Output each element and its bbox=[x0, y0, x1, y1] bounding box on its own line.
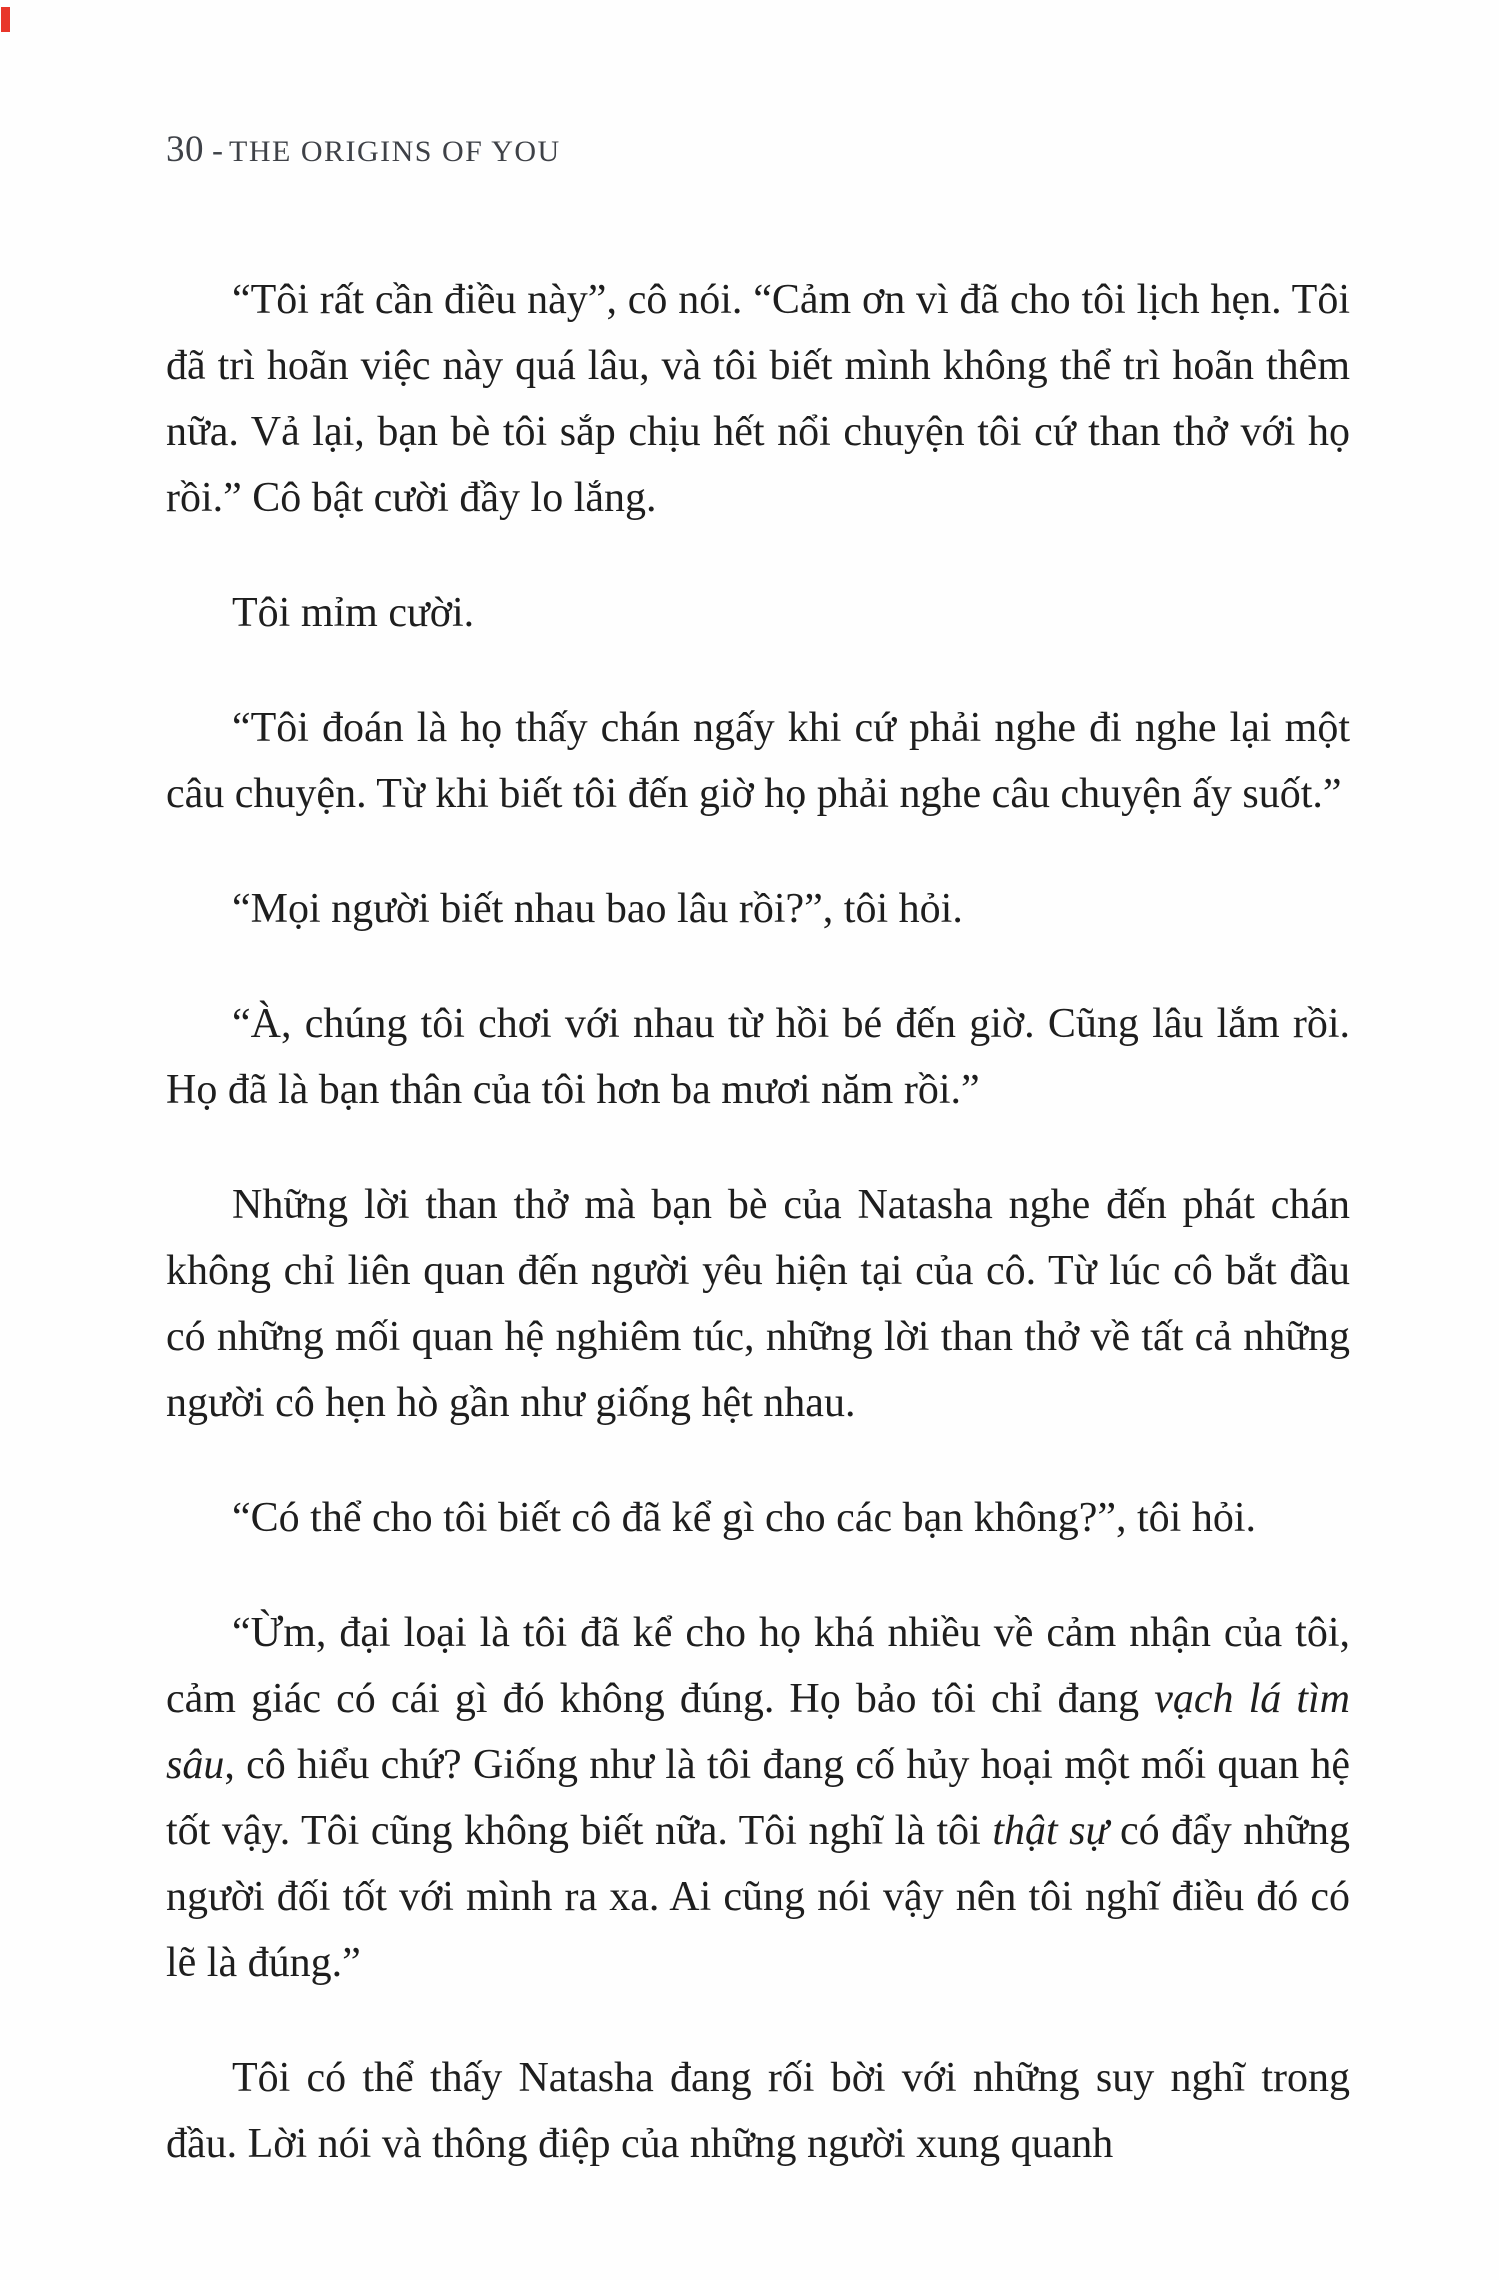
text-run: Tôi mỉm cười. bbox=[232, 590, 475, 636]
paragraph bbox=[166, 991, 1350, 1123]
paragraph bbox=[166, 2045, 1350, 2177]
text-run: Tôi có thể thấy Natasha đang rối bời với những suy nghĩ trong đầu. Lời nói và thông điệp của những người xung quanh bbox=[166, 2055, 1350, 2167]
text-run: “Mọi người biết nhau bao lâu rồi?”, tôi hỏi. bbox=[232, 886, 963, 932]
paragraph bbox=[166, 580, 1350, 646]
paragraph bbox=[166, 695, 1350, 827]
page-number: 30 bbox=[166, 129, 204, 170]
text-run: “Ừm, đại loại là tôi đã kể cho họ khá nhiều về cảm nhận của tôi, cảm giác có cái gì đó không đúng. Họ bảo tôi chỉ đang bbox=[166, 1610, 1350, 1722]
scan-artifact-red-mark bbox=[1, 7, 10, 32]
page-header bbox=[166, 128, 1350, 171]
paragraph bbox=[166, 1485, 1350, 1551]
text-run: , cô hiểu chứ? Giống như là tôi đang cố hủy hoại một mối quan hệ tốt vậy. Tôi cũng không biết nữa. Tôi nghĩ là tôi bbox=[166, 1742, 1350, 1854]
paragraph bbox=[166, 1172, 1350, 1436]
text-run: có đẩy những người đối tốt với mình ra xa. Ai cũng nói vậy nên tôi nghĩ điều đó có lẽ là đúng.” bbox=[166, 1808, 1351, 1986]
header-separator: - bbox=[212, 133, 223, 169]
paragraph bbox=[166, 876, 1350, 942]
italic-text-run: vạch lá tìm sâu bbox=[166, 1676, 1351, 1788]
italic-text-run: thật sự bbox=[992, 1808, 1109, 1854]
text-run: “Tôi đoán là họ thấy chán ngấy khi cứ phải nghe đi nghe lại một câu chuyện. Từ khi biết tôi đến giờ họ phải nghe câu chuyện ấy suốt.” bbox=[166, 705, 1350, 817]
book-title: THE ORIGINS OF YOU bbox=[229, 135, 561, 168]
paragraph bbox=[166, 1600, 1350, 1996]
text-run: “Tôi rất cần điều này”, cô nói. “Cảm ơn vì đã cho tôi lịch hẹn. Tôi đã trì hoãn việc này quá lâu, và tôi biết mình không thể trì hoãn thêm nữa. Vả lại, bạn bè tôi sắp chịu hết nổi chuyện tôi cứ than thở với họ rồi.” Cô bật cười đầy lo lắng. bbox=[166, 277, 1350, 521]
page-body bbox=[166, 267, 1350, 2177]
text-run: “À, chúng tôi chơi với nhau từ hồi bé đến giờ. Cũng lâu lắm rồi. Họ đã là bạn thân của tôi hơn ba mươi năm rồi.” bbox=[166, 1001, 1350, 1113]
text-run: “Có thể cho tôi biết cô đã kể gì cho các bạn không?”, tôi hỏi. bbox=[232, 1495, 1257, 1541]
text-run: Những lời than thở mà bạn bè của Natasha nghe đến phát chán không chỉ liên quan đến người yêu hiện tại của cô. Từ lúc cô bắt đầu có những mối quan hệ nghiêm túc, những lời than thở về tất cả những người cô hẹn hò gần như giống hệt nhau. bbox=[166, 1182, 1350, 1426]
paragraph bbox=[166, 267, 1350, 531]
